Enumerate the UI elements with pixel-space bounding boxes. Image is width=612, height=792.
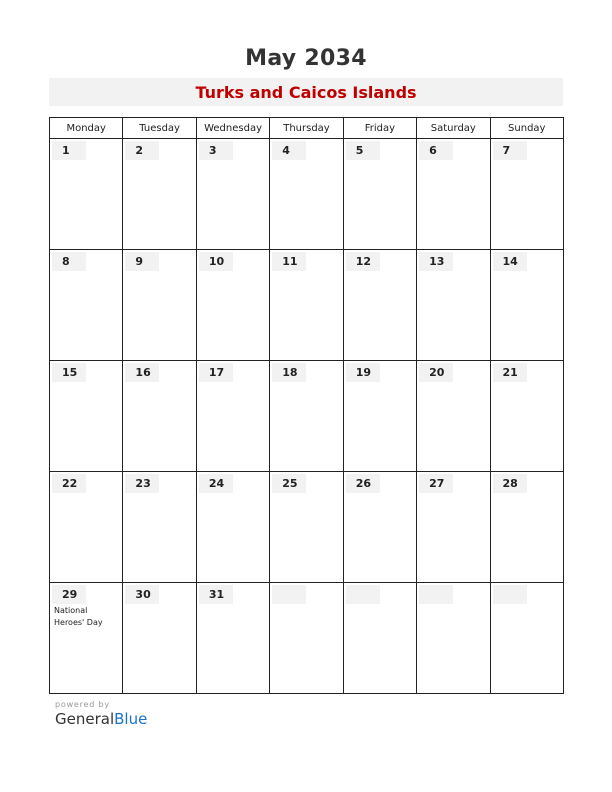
day-number: 28 <box>493 474 527 493</box>
weekday-header: Friday <box>343 118 416 139</box>
day-cell <box>196 139 269 250</box>
day-number: 4 <box>272 141 306 160</box>
day-number: 19 <box>346 363 380 382</box>
week-row <box>50 472 564 583</box>
empty-day-cell <box>270 583 343 694</box>
day-cell <box>417 139 490 250</box>
day-number: 15 <box>52 363 86 382</box>
day-cell <box>123 250 196 361</box>
day-number: 1 <box>52 141 86 160</box>
weekday-header: Tuesday <box>123 118 196 139</box>
day-number: 5 <box>346 141 380 160</box>
month-calendar-grid <box>49 117 564 694</box>
day-cell <box>50 583 123 694</box>
day-cell <box>123 361 196 472</box>
weekday-header: Thursday <box>270 118 343 139</box>
day-cell <box>123 139 196 250</box>
day-cell <box>343 139 416 250</box>
weekday-header: Saturday <box>417 118 490 139</box>
logo-general-text: General <box>55 710 115 728</box>
day-number: 18 <box>272 363 306 382</box>
day-cell <box>50 139 123 250</box>
day-number: 21 <box>493 363 527 382</box>
day-number: 9 <box>125 252 159 271</box>
day-number: 24 <box>199 474 233 493</box>
day-cell <box>343 250 416 361</box>
calendar-title: May 2034 <box>245 46 367 71</box>
day-number: 31 <box>199 585 233 604</box>
empty-day-number <box>493 585 527 604</box>
day-cell <box>417 361 490 472</box>
day-number: 6 <box>419 141 453 160</box>
footer-branding <box>55 700 147 728</box>
logo-blue-text: Blue <box>114 710 148 728</box>
week-row <box>50 139 564 250</box>
empty-day-cell <box>490 583 563 694</box>
day-number: 25 <box>272 474 306 493</box>
day-number: 8 <box>52 252 86 271</box>
day-cell <box>490 472 563 583</box>
day-cell <box>417 250 490 361</box>
day-number: 13 <box>419 252 453 271</box>
day-number: 12 <box>346 252 380 271</box>
day-number: 2 <box>125 141 159 160</box>
week-row <box>50 250 564 361</box>
day-number: 3 <box>199 141 233 160</box>
day-number: 22 <box>52 474 86 493</box>
day-cell <box>270 472 343 583</box>
weekday-header: Monday <box>50 118 123 139</box>
day-number: 26 <box>346 474 380 493</box>
day-cell <box>196 472 269 583</box>
day-cell <box>196 583 269 694</box>
weekday-header-row <box>50 118 564 139</box>
empty-day-number <box>419 585 453 604</box>
day-cell <box>196 250 269 361</box>
empty-day-cell <box>417 583 490 694</box>
day-number: 30 <box>125 585 159 604</box>
day-cell <box>490 361 563 472</box>
day-cell <box>490 139 563 250</box>
powered-by-text: powered by <box>55 700 110 709</box>
day-number: 17 <box>199 363 233 382</box>
empty-day-number <box>272 585 306 604</box>
empty-day-cell <box>343 583 416 694</box>
day-cell <box>270 250 343 361</box>
week-row <box>50 583 564 694</box>
generalblue-logo[interactable] <box>55 710 147 728</box>
day-cell <box>50 472 123 583</box>
day-cell <box>270 139 343 250</box>
weekday-header: Sunday <box>490 118 563 139</box>
day-cell <box>50 361 123 472</box>
day-cell <box>50 250 123 361</box>
day-cell <box>196 361 269 472</box>
day-number: 7 <box>493 141 527 160</box>
weekday-header: Wednesday <box>196 118 269 139</box>
country-banner <box>49 78 563 106</box>
day-cell <box>490 250 563 361</box>
day-cell <box>123 583 196 694</box>
empty-day-number <box>346 585 380 604</box>
day-number: 27 <box>419 474 453 493</box>
day-number: 29 <box>52 585 86 604</box>
day-number: 14 <box>493 252 527 271</box>
day-number: 23 <box>125 474 159 493</box>
country-name: Turks and Caicos Islands <box>195 83 417 102</box>
day-number: 11 <box>272 252 306 271</box>
holiday-label: National Heroes' Day <box>54 606 103 627</box>
week-row <box>50 361 564 472</box>
day-number: 20 <box>419 363 453 382</box>
day-number: 10 <box>199 252 233 271</box>
day-cell <box>343 361 416 472</box>
day-cell <box>123 472 196 583</box>
day-cell <box>343 472 416 583</box>
day-cell <box>417 472 490 583</box>
day-cell <box>270 361 343 472</box>
day-number: 16 <box>125 363 159 382</box>
